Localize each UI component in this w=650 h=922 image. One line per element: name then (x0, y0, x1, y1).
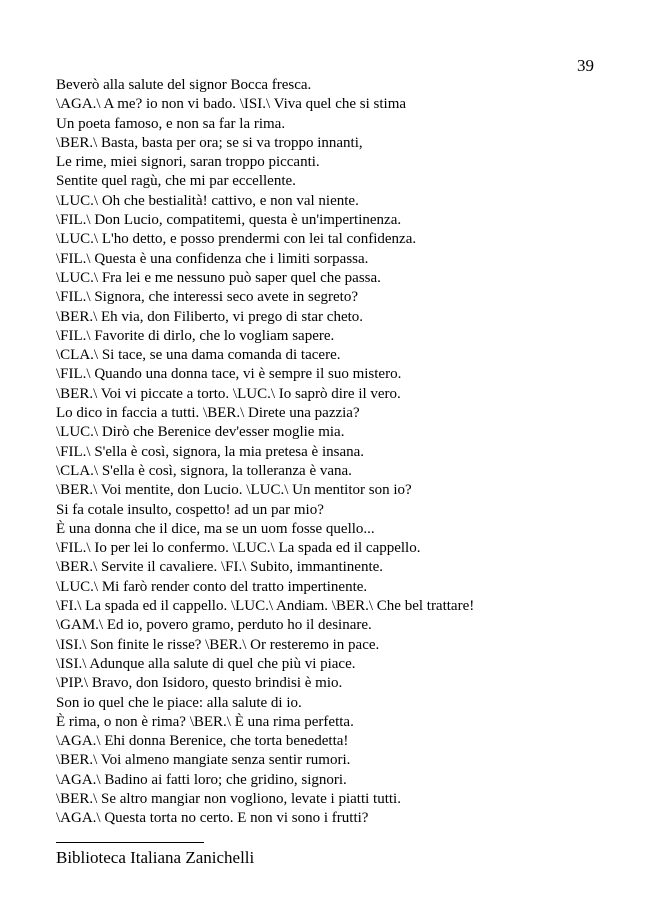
text-line: Beverò alla salute del signor Bocca fresca. (56, 77, 312, 93)
text-line: \FIL.\ Don Lucio, compatitemi, questa è un'impertinenza. (56, 212, 402, 229)
text-line: \GAM.\ Ed io, povero gramo, perduto ho il desinare. (56, 617, 372, 634)
text-line: \FIL.\ Quando una donna tace, vi è sempre il suo mistero. (56, 366, 402, 383)
text-line: \FIL.\ S'ella è così, signora, la mia pretesa è insana. (56, 443, 365, 460)
dialogue-text-block (56, 76, 616, 829)
text-line: \CLA.\ Si tace, se una dama comanda di tacere. (56, 347, 341, 364)
text-line: Un poeta famoso, e non sa far la rima. (56, 115, 286, 132)
text-line: \BER.\ Voi vi piccate a torto. \LUC.\ Io saprò dire il vero. (56, 385, 401, 402)
text-line: \BER.\ Servite il cavaliere. \FI.\ Subito, immantinente. (56, 559, 384, 576)
text-line: \FIL.\ Questa è una confidenza che i limiti sorpassa. (56, 250, 369, 267)
text-line: \LUC.\ Fra lei e me nessuno può saper quel che passa. (56, 269, 381, 286)
text-line: \AGA.\ Ehi donna Berenice, che torta benedetta! (56, 733, 349, 750)
text-line: \LUC.\ Mi farò render conto del tratto impertinente. (56, 578, 368, 595)
text-line: \AGA.\ A me? io non vi bado. \ISI.\ Viva quel che si stima (56, 96, 407, 113)
text-line: \AGA.\ Questa torta no certo. E non vi sono i frutti? (56, 810, 369, 827)
text-line: \BER.\ Eh via, don Filiberto, vi prego di star cheto. (56, 308, 364, 325)
text-line: \LUC.\ Oh che bestialità! cattivo, e non val niente. (56, 192, 359, 209)
text-line: \CLA.\ S'ella è così, signora, la tolleranza è vana. (56, 462, 352, 479)
text-line: È una donna che il dice, ma se un uom fosse quello... (56, 520, 375, 537)
text-line: \FI.\ La spada ed il cappello. \LUC.\ Andiam. \BER.\ Che bel trattare! (56, 598, 475, 615)
text-line: Le rime, miei signori, saran troppo piccanti. (56, 154, 320, 171)
text-line: \BER.\ Voi mentite, don Lucio. \LUC.\ Un mentitor son io? (56, 482, 412, 499)
text-line: Lo dico in faccia a tutti. \BER.\ Direte una pazzia? (56, 405, 360, 422)
text-line: \LUC.\ Dirò che Berenice dev'esser moglie mia. (56, 424, 345, 441)
text-line: Si fa cotale insulto, cospetto! ad un par mio? (56, 501, 324, 518)
footer-text: Biblioteca Italiana Zanichelli (56, 848, 255, 867)
text-line: \PIP.\ Bravo, don Isidoro, questo brindisi è mio. (56, 675, 343, 692)
text-line: \FIL.\ Io per lei lo confermo. \LUC.\ La spada ed il cappello. (56, 540, 421, 557)
text-line: \BER.\ Voi almeno mangiate senza sentir rumori. (56, 752, 351, 769)
text-line: \AGA.\ Badino ai fatti loro; che gridino, signori. (56, 771, 347, 788)
text-line: \BER.\ Se altro mangiar non vogliono, levate i piatti tutti. (56, 790, 401, 807)
footer-divider (56, 842, 204, 843)
text-line: \BER.\ Basta, basta per ora; se si va troppo innanti, (56, 134, 363, 151)
text-line: \FIL.\ Signora, che interessi seco avete in segreto? (56, 289, 358, 306)
text-line: È rima, o non è rima? \BER.\ È una rima perfetta. (56, 713, 354, 730)
page-number: 39 (577, 56, 594, 75)
text-line: Sentite quel ragù, che mi par eccellente. (56, 173, 296, 190)
text-line: Son io quel che le piace: alla salute di io. (56, 694, 302, 711)
text-line: \FIL.\ Favorite di dirlo, che lo vogliam sapere. (56, 327, 335, 344)
text-line: \ISI.\ Son finite le risse? \BER.\ Or resteremo in pace. (56, 636, 380, 653)
text-line: \ISI.\ Adunque alla salute di quel che più vi piace. (56, 655, 356, 672)
text-line: \LUC.\ L'ho detto, e posso prendermi con lei tal confidenza. (56, 231, 417, 248)
